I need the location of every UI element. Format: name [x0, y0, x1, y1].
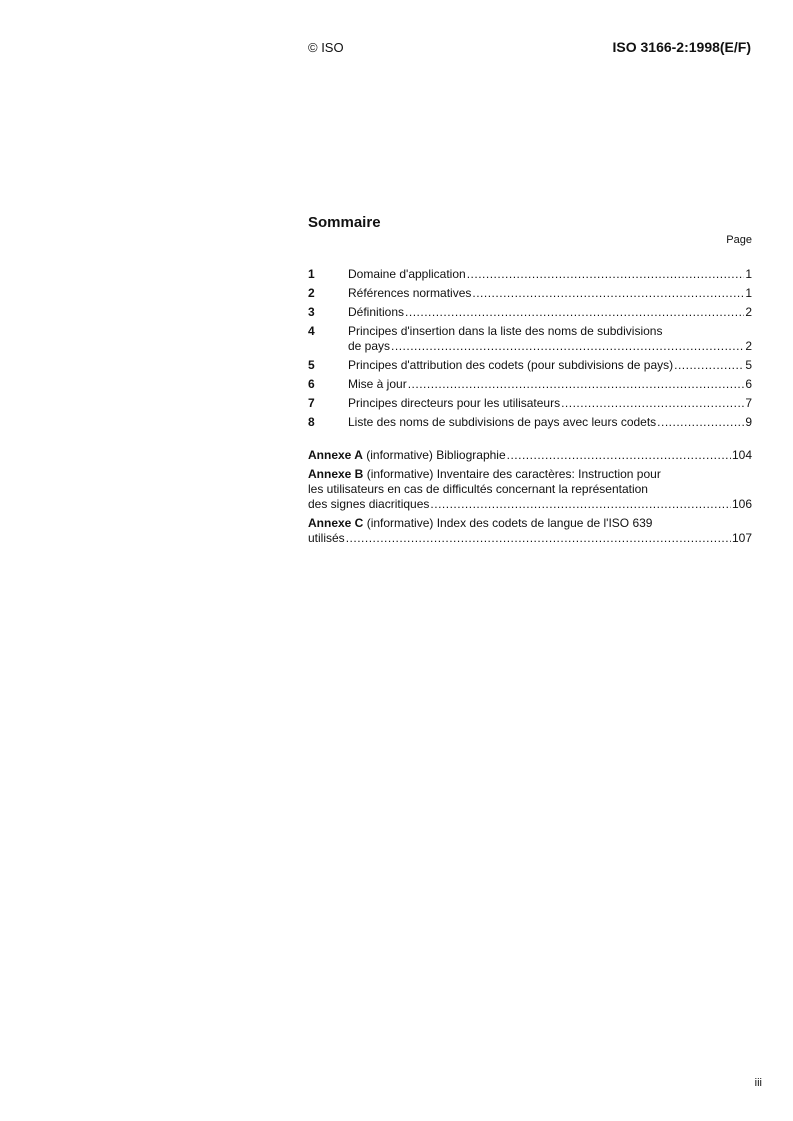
toc-entry-title: Références normatives	[348, 286, 472, 300]
annex-page: 104	[731, 448, 752, 462]
annex-title-continued: des signes diacritiques	[308, 497, 430, 511]
toc-entry-page: 9	[745, 415, 752, 429]
toc-entry[interactable]	[308, 305, 752, 320]
dot-leader	[472, 286, 744, 301]
annex-page: 106	[731, 497, 752, 511]
dot-leader	[391, 339, 744, 354]
dot-leader	[507, 448, 731, 463]
toc-entry[interactable]	[308, 415, 752, 430]
annex-label: Annexe B	[308, 467, 364, 481]
page-number: iii	[754, 1077, 762, 1089]
toc-entry-page: 2	[745, 305, 752, 319]
toc-entry-page: 6	[745, 377, 752, 391]
toc-entry-title: Mise à jour	[348, 377, 407, 391]
toc-entry[interactable]	[308, 396, 752, 411]
dot-leader	[430, 497, 731, 512]
annex-title-continued: les utilisateurs en cas de difficultés concernant la représentation	[308, 482, 648, 496]
toc-entry[interactable]	[308, 358, 752, 373]
toc-entry-number: 8	[308, 415, 315, 429]
standard-reference: ISO 3166-2:1998(E/F)	[612, 39, 751, 55]
toc-entry-page: 5	[745, 358, 752, 372]
toc-entry-title: Définitions	[348, 305, 405, 319]
copyright-notice: © ISO	[308, 40, 344, 55]
toc-entry-page: 2	[745, 339, 752, 353]
toc-entry[interactable]	[308, 324, 752, 354]
toc-entry-title-continued: de pays	[348, 339, 391, 353]
dot-leader	[467, 267, 745, 282]
toc-entry[interactable]	[308, 286, 752, 301]
toc-entry-title: Principes directeurs pour les utilisateurs	[348, 396, 561, 410]
toc-entry-title: Domaine d'application	[348, 267, 466, 281]
dot-leader	[346, 531, 731, 546]
dot-leader	[408, 377, 745, 392]
toc-title: Sommaire	[308, 214, 381, 231]
toc-entry-number: 1	[308, 267, 315, 281]
dot-leader	[674, 358, 744, 373]
annex-label: Annexe A	[308, 448, 363, 462]
toc-entry-number: 2	[308, 286, 315, 300]
dot-leader	[405, 305, 744, 320]
annex-title-continued: utilisés	[308, 531, 345, 545]
toc-entry-title: Liste des noms de subdivisions de pays avec leurs codets	[348, 415, 657, 429]
toc-entry-number: 5	[308, 358, 315, 372]
toc-entry-number: 3	[308, 305, 315, 319]
annex-entry-a[interactable]	[308, 448, 752, 463]
table-of-contents	[308, 213, 752, 550]
toc-entry-page: 7	[745, 396, 752, 410]
annex-label: Annexe C	[308, 516, 364, 530]
toc-entries	[308, 267, 752, 430]
annex-entry-b[interactable]	[308, 467, 752, 512]
toc-entry-number: 7	[308, 396, 315, 410]
toc-entry-number: 6	[308, 377, 315, 391]
toc-entry-title: Principes d'attribution des codets (pour subdivisions de pays)	[348, 358, 674, 372]
toc-entry[interactable]	[308, 377, 752, 392]
toc-entry-number: 4	[308, 324, 315, 338]
toc-entry-page: 1	[745, 267, 752, 281]
toc-entry[interactable]	[308, 267, 752, 282]
page-column-label: Page	[726, 234, 752, 246]
dot-leader	[657, 415, 744, 430]
annex-list	[308, 448, 752, 546]
annex-title: (informative) Inventaire des caractères: Instruction pour	[363, 467, 661, 481]
annex-title: (informative) Bibliographie	[362, 448, 506, 462]
annex-entry-c[interactable]	[308, 516, 752, 546]
annex-page: 107	[731, 531, 752, 545]
annex-title: (informative) Index des codets de langue de l'ISO 639	[363, 516, 653, 530]
toc-entry-page: 1	[745, 286, 752, 300]
dot-leader	[561, 396, 744, 411]
toc-entry-title: Principes d'insertion dans la liste des noms de subdivisions	[348, 324, 663, 338]
